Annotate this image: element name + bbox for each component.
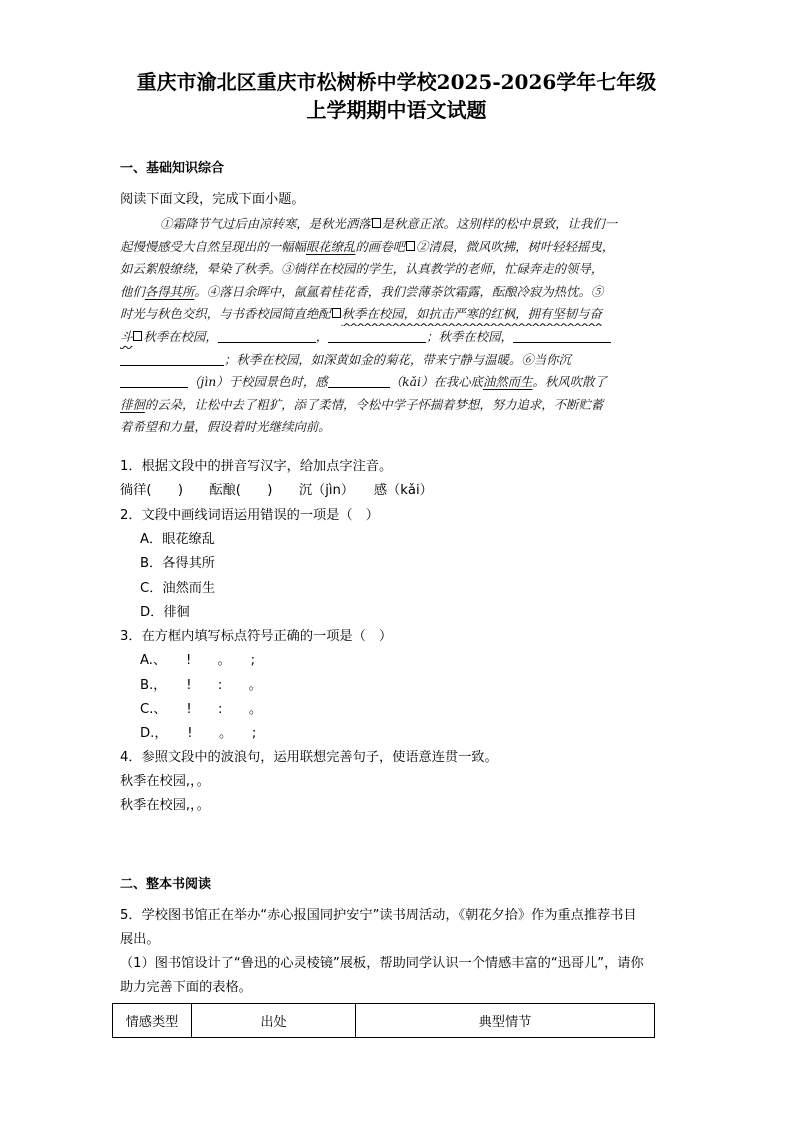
question-2-option-b[interactable]: B．各得其所 xyxy=(140,556,215,571)
passage-text: 着希望和力量，假设着时光继续向前。 xyxy=(120,419,331,435)
table-header-row xyxy=(113,1004,655,1038)
question-3-option-b[interactable]: B.， ! : 。 xyxy=(140,678,262,693)
punctuation-box-2 xyxy=(406,241,415,251)
fill-blank-4[interactable] xyxy=(120,351,224,366)
question-1-items: 徜徉( ) 酝酿( ) 沉（jìn） 感（kǎi） xyxy=(120,483,433,498)
passage-text: （kǎi）在我心底 xyxy=(389,374,483,390)
reading-instruction: 阅读下面文段，完成下面小题。 xyxy=(120,192,305,207)
fill-blank-3[interactable] xyxy=(513,328,611,343)
fill-blank-1[interactable] xyxy=(218,328,316,343)
punctuation-box-4 xyxy=(133,331,142,341)
question-2-stem: 2．文段中画线词语运用错误的一项是（ ） xyxy=(120,508,379,523)
question-4-line-2: 秋季在校园,，。 xyxy=(120,798,210,813)
emotion-table xyxy=(112,1003,655,1038)
question-5-line-1: 5．学校图书馆正在举办“赤心报国同护安宁”读书周活动，《朝花夕拾》作为重点推荐书目 xyxy=(120,908,637,923)
underlined-term-3: 油然而生 xyxy=(482,374,533,390)
passage-text: ①霜降节气过后由凉转寒，是秋光洒落 xyxy=(160,216,371,231)
reading-passage: ①霜降节气过后由凉转寒，是秋光洒落 是秋意正浓。这别样的松中景致，让我们一 起慢慢感受大自然呈现出的一幅幅眼花缭乱的画卷吧 ②清晨，微风吹拂，树叶轻轻摇曳， 如云絮般缭绕，晕染了秋季。③徜徉在校园的学生，认真教学的老师，忙碌奔走的领导， 他们各得其所。④落日余晖中，氤氲着桂花香，我们尝薄荼饮霜露，酝酿冷寂为热忱。⑤ 时光与秋色交织，与书香校园简直绝配 秋季在校园，如抗击严寒的红枫，拥有坚韧与奋 斗 秋季在校园， ， ；秋季在校园， ；秋季在校园，如深黄如金的菊花，带来宁静与温暖。⑥当你沉 （jìn）于校园景色时，感 （kǎi）在我心底油然而生。秋风吹散了 徘徊的云朵，让松中去了粗犷，添了柔情，令松中学子怀揣着梦想，努力追求，不断贮蓄 着希望和力量，假设着时光继续向前。 xyxy=(120,216,618,435)
wavy-sentence: 秋季在校园，如抗击严寒的红枫，拥有坚韧与奋 xyxy=(341,306,602,322)
question-5-sub1-line-1: （1）图书馆设计了“鲁迅的心灵棱镜”展板，帮助同学认识一个情感丰富的“迅哥儿”，请你 xyxy=(120,956,644,971)
punctuation-box-3 xyxy=(332,308,341,318)
passage-text: （jìn）于校园景色时，感 xyxy=(188,374,328,390)
question-4-stem: 4．参照文段中的波浪句，运用联想完善句子，使语意连贯一致。 xyxy=(120,750,498,765)
pinyin-blank-kai[interactable] xyxy=(328,373,390,388)
passage-text: ；秋季在校园， xyxy=(426,328,513,344)
passage-text: ；秋季在校园，如深黄如金的菊花，带来宁静与温暖。⑥当你沉 xyxy=(224,351,571,367)
passage-text: 是秋意正浓。这别样的松中景致，让我们一 xyxy=(381,216,618,231)
question-2-option-c[interactable]: C．油然而生 xyxy=(140,581,216,596)
question-1-stem: 1．根据文段中的拼音写汉字，给加点字注音。 xyxy=(120,459,393,474)
underlined-term-2: 各得其所 xyxy=(144,283,195,299)
passage-text: 如云絮般缭绕，晕染了秋季。③徜徉在校园的学生，认真教学的老师，忙碌奔走的领导， xyxy=(120,261,604,277)
punctuation-box-1 xyxy=(372,218,381,228)
table-header-plot: 典型情节 xyxy=(356,1004,655,1038)
question-3-option-c[interactable]: C.、 ! : 。 xyxy=(140,702,263,717)
question-3-option-a[interactable]: A.、 ! 。 ; xyxy=(140,653,256,668)
question-2-option-d[interactable]: D．徘徊 xyxy=(140,605,190,620)
passage-text: ②清晨，微风吹拂，树叶轻轻摇曳， xyxy=(415,238,615,254)
passage-text: 时光与秋色交织，与书香校园简直绝配 xyxy=(120,306,331,322)
question-3-option-d[interactable]: D.， ! 。 ; xyxy=(140,726,257,741)
table-header-emotion-type: 情感类型 xyxy=(113,1004,192,1038)
section2-heading: 二、整本书阅读 xyxy=(120,877,212,892)
section1-heading: 一、基础知识综合 xyxy=(120,161,225,176)
question-4-line-1: 秋季在校园,，。 xyxy=(120,774,210,789)
passage-text: 。④落日余晖中，氤氲着桂花香，我们尝薄荼饮霜露，酝酿冷寂为热忱。⑤ xyxy=(194,283,604,299)
question-5-line-2: 展出。 xyxy=(120,932,160,947)
exam-title-line1: 重庆市渝北区重庆市松树桥中学校2025-2026学年七年级 xyxy=(136,70,657,94)
wavy-sentence-end: 斗 xyxy=(120,328,133,344)
passage-text: 起慢慢感受大自然呈现出的一幅幅 xyxy=(120,238,306,254)
passage-text: 秋季在校园， xyxy=(143,328,218,344)
passage-text: 他们 xyxy=(120,283,145,299)
question-2-option-a[interactable]: A．眼花缭乱 xyxy=(140,532,215,547)
passage-text: 。秋风吹散了 xyxy=(532,374,607,390)
underlined-term-4: 徘徊 xyxy=(120,396,145,412)
passage-text: 的云朵，让松中去了粗犷，添了柔情，令松中学子怀揣着梦想，努力追求，不断贮蓄 xyxy=(144,396,604,412)
underlined-term-1: 眼花缭乱 xyxy=(305,238,356,254)
question-5-sub1-line-2: 助力完善下面的表格。 xyxy=(120,980,252,995)
exam-title-line2: 上学期期中语文试题 xyxy=(306,98,487,122)
question-3-stem: 3．在方框内填写标点符号正确的一项是（ ） xyxy=(120,629,393,644)
pinyin-blank-jin[interactable] xyxy=(120,373,188,388)
fill-blank-2[interactable] xyxy=(328,328,426,343)
table-header-source: 出处 xyxy=(192,1004,356,1038)
passage-text: 的画卷吧 xyxy=(355,238,405,254)
